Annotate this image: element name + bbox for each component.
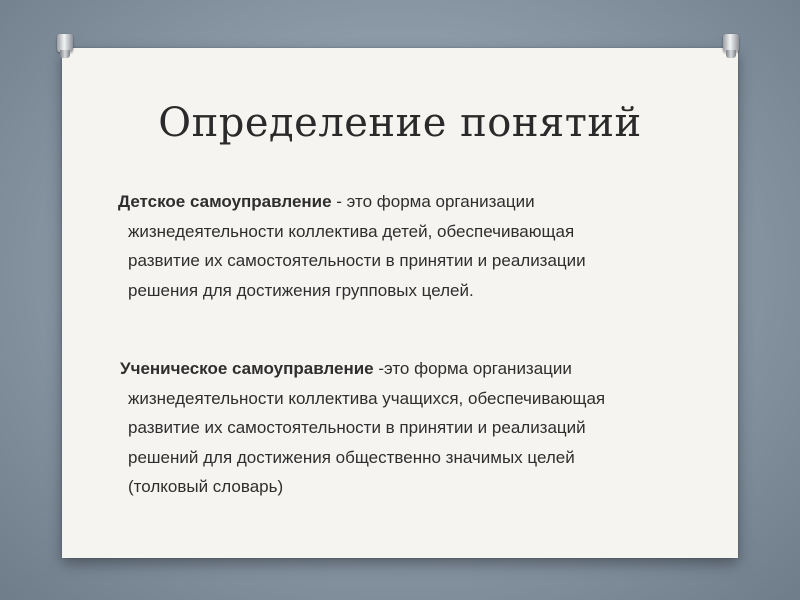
pushpin-left-icon bbox=[56, 34, 74, 60]
pushpin-right-icon bbox=[722, 34, 740, 60]
definition-line: решения для достижения групповых целей. bbox=[128, 280, 474, 300]
definition-line: жизнедеятельности коллектива детей, обеспечивающая bbox=[128, 221, 575, 241]
definition-line: развитие их самостоятельности в принятии и реализации bbox=[128, 251, 586, 270]
slide-title: Определение понятий bbox=[158, 100, 642, 146]
definition-text: - это форма организации bbox=[331, 192, 535, 211]
definition-first-line bbox=[118, 354, 678, 384]
definition-line: развитие их самостоятельности в принятии и реализаций bbox=[128, 418, 586, 437]
definition-term: Ученическое самоуправление bbox=[120, 359, 374, 378]
definition-student-self-government bbox=[118, 354, 678, 502]
definition-line: жизнедеятельности коллектива учащихся, обеспечивающая bbox=[128, 388, 606, 408]
definition-term: Детское самоуправление bbox=[118, 192, 332, 211]
definition-first-line bbox=[118, 187, 678, 217]
definition-line: (толковый словарь) bbox=[128, 477, 284, 496]
definition-text: -это форма организации bbox=[373, 359, 572, 378]
definition-children-self-government bbox=[118, 187, 678, 305]
definition-line: решений для достижения общественно значимых целей bbox=[128, 447, 575, 467]
